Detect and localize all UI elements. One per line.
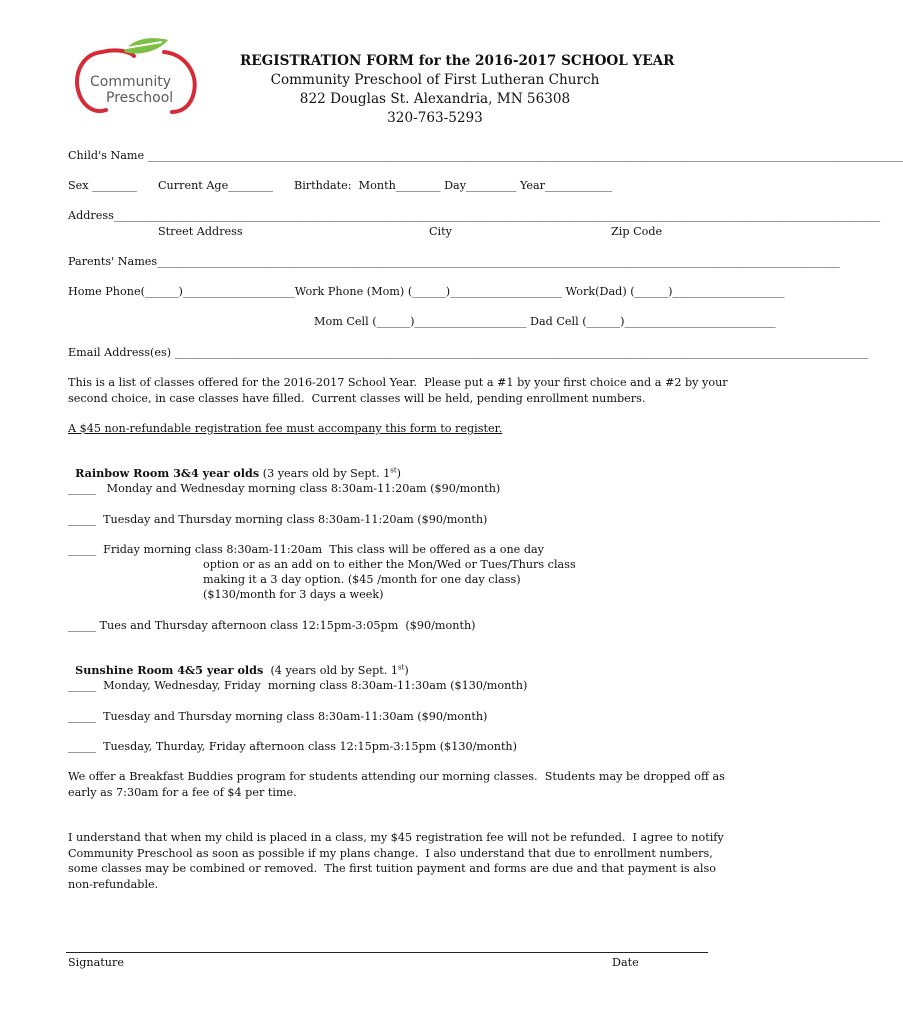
child-name-field[interactable]: Child's Name _______________________________________________________________________________________________________________________________________ — [68, 149, 903, 162]
rainbow-age-sup: st — [390, 466, 397, 475]
rainbow-class-tt-afternoon[interactable]: _____ Tues and Thursday afternoon class 12:15pm-3:05pm ($90/month) — [68, 619, 476, 632]
cell-phone-fields[interactable]: Mom Cell (______)____________________ Dad Cell (______)___________________________ — [314, 315, 776, 328]
rainbow-class-friday[interactable]: _____ Friday morning class 8:30am-11:20am This class will be offered as a one day — [68, 543, 544, 556]
sunshine-room-heading-row — [68, 648, 409, 678]
rainbow-class-mw-morning[interactable]: _____ Monday and Wednesday morning class 8:30am-11:20am ($90/month) — [68, 482, 501, 495]
sunshine-room-heading: Sunshine Room 4&5 year olds — [75, 663, 264, 677]
sunshine-age-sup: st — [397, 663, 405, 672]
agreement-line-4: non-refundable. — [68, 878, 159, 891]
sunshine-class-ttf-afternoon[interactable]: _____ Tuesday, Thurday, Friday afternoon class 12:15pm-3:15pm ($130/month) — [68, 740, 518, 753]
email-field[interactable]: Email Address(es) ____________________________________________________________________________________________________________________________ — [68, 346, 869, 359]
sex-field[interactable]: Sex ________ — [68, 179, 137, 192]
signature-label: Signature — [68, 956, 124, 969]
breakfast-line-1: We offer a Breakfast Buddies program for students attending our morning classes. Students may be dropped off as — [68, 770, 725, 783]
breakfast-line-2: early as 7:30am for a fee of $4 per time. — [68, 786, 297, 799]
sunshine-class-tt-morning[interactable]: _____ Tuesday and Thursday morning class 8:30am-11:30am ($90/month) — [68, 710, 488, 723]
birthdate-field[interactable]: Birthdate: Month________ Day_________ Year____________ — [294, 179, 613, 192]
rainbow-age-close: ) — [396, 467, 402, 480]
parents-names-field[interactable]: Parents' Names__________________________________________________________________________________________________________________________ — [68, 255, 840, 268]
rainbow-friday-note-1: option or as an add on to either the Mon/Wed or Tues/Thurs class — [203, 558, 576, 571]
rainbow-friday-note-3: ($130/month for 3 days a week) — [203, 588, 384, 601]
agreement-line-1: I understand that when my child is placed in a class, my $45 registration fee will not be refunded. I agree to notify — [68, 831, 724, 844]
fee-notice: A $45 non-refundable registration fee must accompany this form to register. — [68, 422, 503, 435]
intro-line-2: second choice, in case classes have filled. Current classes will be held, pending enrollment numbers. — [68, 392, 646, 405]
zip-code-label: Zip Code — [611, 225, 663, 238]
org-phone: 320-763-5293 — [387, 110, 483, 126]
form-title: REGISTRATION FORM for the 2016-2017 SCHOOL YEAR — [240, 53, 675, 69]
signature-line[interactable] — [66, 952, 708, 953]
agreement-line-2: Community Preschool as soon as possible if my plans change. I also understand that due to enrollment numbers, — [68, 847, 713, 860]
org-address: 822 Douglas St. Alexandria, MN 56308 — [299, 91, 571, 107]
rainbow-room-heading: Rainbow Room 3&4 year olds — [75, 466, 260, 480]
rainbow-friday-note-2: making it a 3 day option. ($45 /month for one day class) — [203, 573, 521, 586]
date-label: Date — [612, 956, 639, 969]
address-field[interactable]: Address_________________________________________________________________________________________________________________________________________ — [68, 209, 881, 222]
street-address-label: Street Address — [158, 225, 243, 238]
rainbow-room-heading-row — [68, 451, 401, 481]
logo-text-community: Community — [90, 74, 172, 90]
logo-text-preschool: Preschool — [106, 90, 174, 106]
sunshine-age-close: ) — [404, 664, 409, 677]
sunshine-class-mwf-morning[interactable]: _____ Monday, Wednesday, Friday morning class 8:30am-11:30am ($130/month) — [68, 679, 528, 692]
agreement-line-3: some classes may be combined or removed. The first tuition payment and forms are due and that payment is also — [68, 862, 716, 875]
rainbow-class-tt-morning[interactable]: _____ Tuesday and Thursday morning class 8:30am-11:20am ($90/month) — [68, 513, 488, 526]
community-preschool-logo — [72, 34, 212, 118]
rainbow-age-note: (3 years old by Sept. 1 — [262, 467, 391, 480]
org-name: Community Preschool of First Lutheran Church — [270, 72, 600, 88]
phone-fields[interactable]: Home Phone(______)____________________Work Phone (Mom) (______)____________________ Work(Dad) (______)____________________ — [68, 285, 785, 298]
sunshine-age-note: (4 years old by Sept. 1 — [270, 664, 398, 677]
intro-line-1: This is a list of classes offered for the 2016-2017 School Year. Please put a #1 by your first choice and a #2 by your — [68, 376, 728, 389]
city-label: City — [429, 225, 452, 238]
current-age-field[interactable]: Current Age________ — [158, 179, 273, 192]
